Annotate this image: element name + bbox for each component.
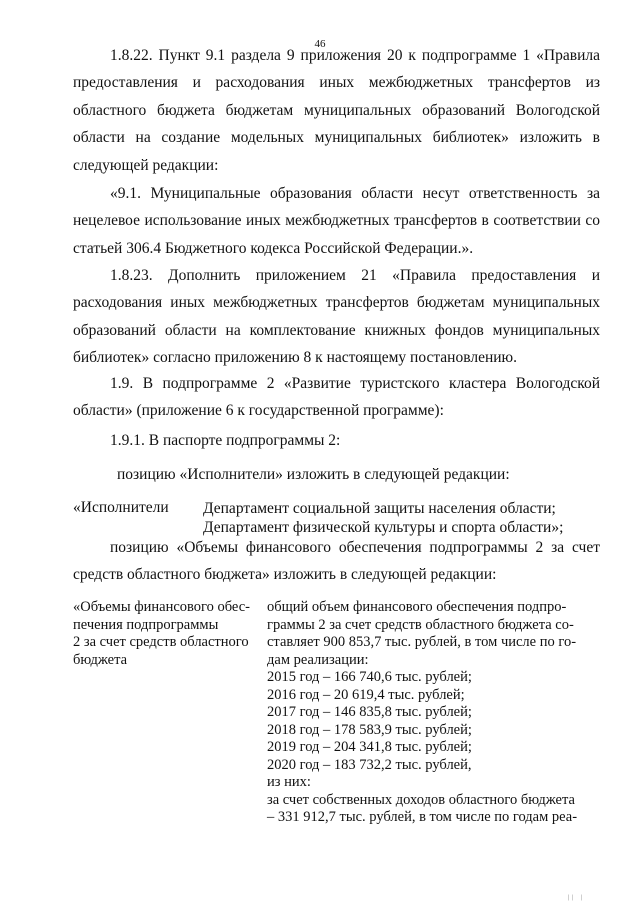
funding-intro-line-1: позицию «Объемы финансового обеспечения подпрограммы 2 за счет xyxy=(110,539,600,556)
executors-value xyxy=(203,499,563,537)
funding-label-line: 2 за счет средств областного xyxy=(73,634,249,650)
funding-value-line: из них: xyxy=(267,774,311,790)
paragraph-1-8-23: 1.8.23. Дополнить приложением 21 «Правила предоставления и расходования иных межбюджетных трансфертов бюджетам муниципальных образований области на комплектование книжных фондов муниципальных библиотек» согласно приложению 8 к настоящему постановлению. xyxy=(73,267,600,367)
funding-label-line: «Объемы финансового обес- xyxy=(73,599,250,615)
paragraph-1-9: 1.9. В подпрограмме 2 «Развитие туристского кластера Вологодской области» (приложение 6 к государственной программе): xyxy=(73,375,600,420)
funding-value-line: 2017 год – 146 835,8 тыс. рублей; xyxy=(267,704,472,720)
page-number: 46 xyxy=(314,38,326,50)
executors-value-line: Департамент физической культуры и спорта области»; xyxy=(203,519,564,536)
funding-label-line: бюджета xyxy=(73,651,128,668)
funding-value-line: 2019 год – 204 341,8 тыс. рублей; xyxy=(267,739,472,755)
funding-value-line: граммы 2 за счет средств областного бюджета со- xyxy=(267,616,574,633)
funding-table-value xyxy=(267,599,600,827)
funding-value-line: 2016 год – 20 619,4 тыс. рублей; xyxy=(267,686,465,703)
funding-value-line: – 331 912,7 тыс. рублей, в том числе по годам реа- xyxy=(267,809,578,825)
line-executors-intro: позицию «Исполнители» изложить в следующей редакции: xyxy=(117,466,510,483)
funding-value-line: ставляет 900 853,7 тыс. рублей, в том числе по го- xyxy=(267,634,577,650)
funding-value-line: дам реализации: xyxy=(267,651,369,668)
funding-value-line: 2020 год – 183 732,2 тыс. рублей, xyxy=(267,756,472,773)
funding-value-line: 2015 год – 166 740,6 тыс. рублей; xyxy=(267,669,472,685)
paragraph-9-1: «9.1. Муниципальные образования области несут ответственность за нецелевое использование иных межбюджетных трансфертов в соответствии со статьей 306.4 Бюджетного кодекса Российской Федерации.». xyxy=(73,185,600,257)
funding-intro-line-2: средств областного бюджета» изложить в следующей редакции: xyxy=(73,566,497,583)
paragraph-1-8-22: 1.8.22. Пункт 9.1 раздела 9 приложения 20 к подпрограмме 1 «Правила предоставления и расходования иных межбюджетных трансфертов из областного бюджета бюджетам муниципальных образований Вологодской области на создание модельных муниципальных библиотек» изложить в следующей редакции: xyxy=(73,47,600,174)
funding-value-line: общий объем финансового обеспечения подпро- xyxy=(267,599,567,615)
funding-table-label xyxy=(73,599,261,669)
funding-value-line: за счет собственных доходов областного бюджета xyxy=(267,791,575,808)
executors-label: «Исполнители xyxy=(73,499,169,516)
executors-value-line: Департамент социальной защиты населения области; xyxy=(203,500,556,517)
funding-value-line: 2018 год – 178 583,9 тыс. рублей; xyxy=(267,721,472,738)
scan-mark: || | xyxy=(568,895,586,901)
line-1-9-1: 1.9.1. В паспорте подпрограммы 2: xyxy=(110,432,341,449)
funding-label-line: печения подпрограммы xyxy=(73,616,219,633)
